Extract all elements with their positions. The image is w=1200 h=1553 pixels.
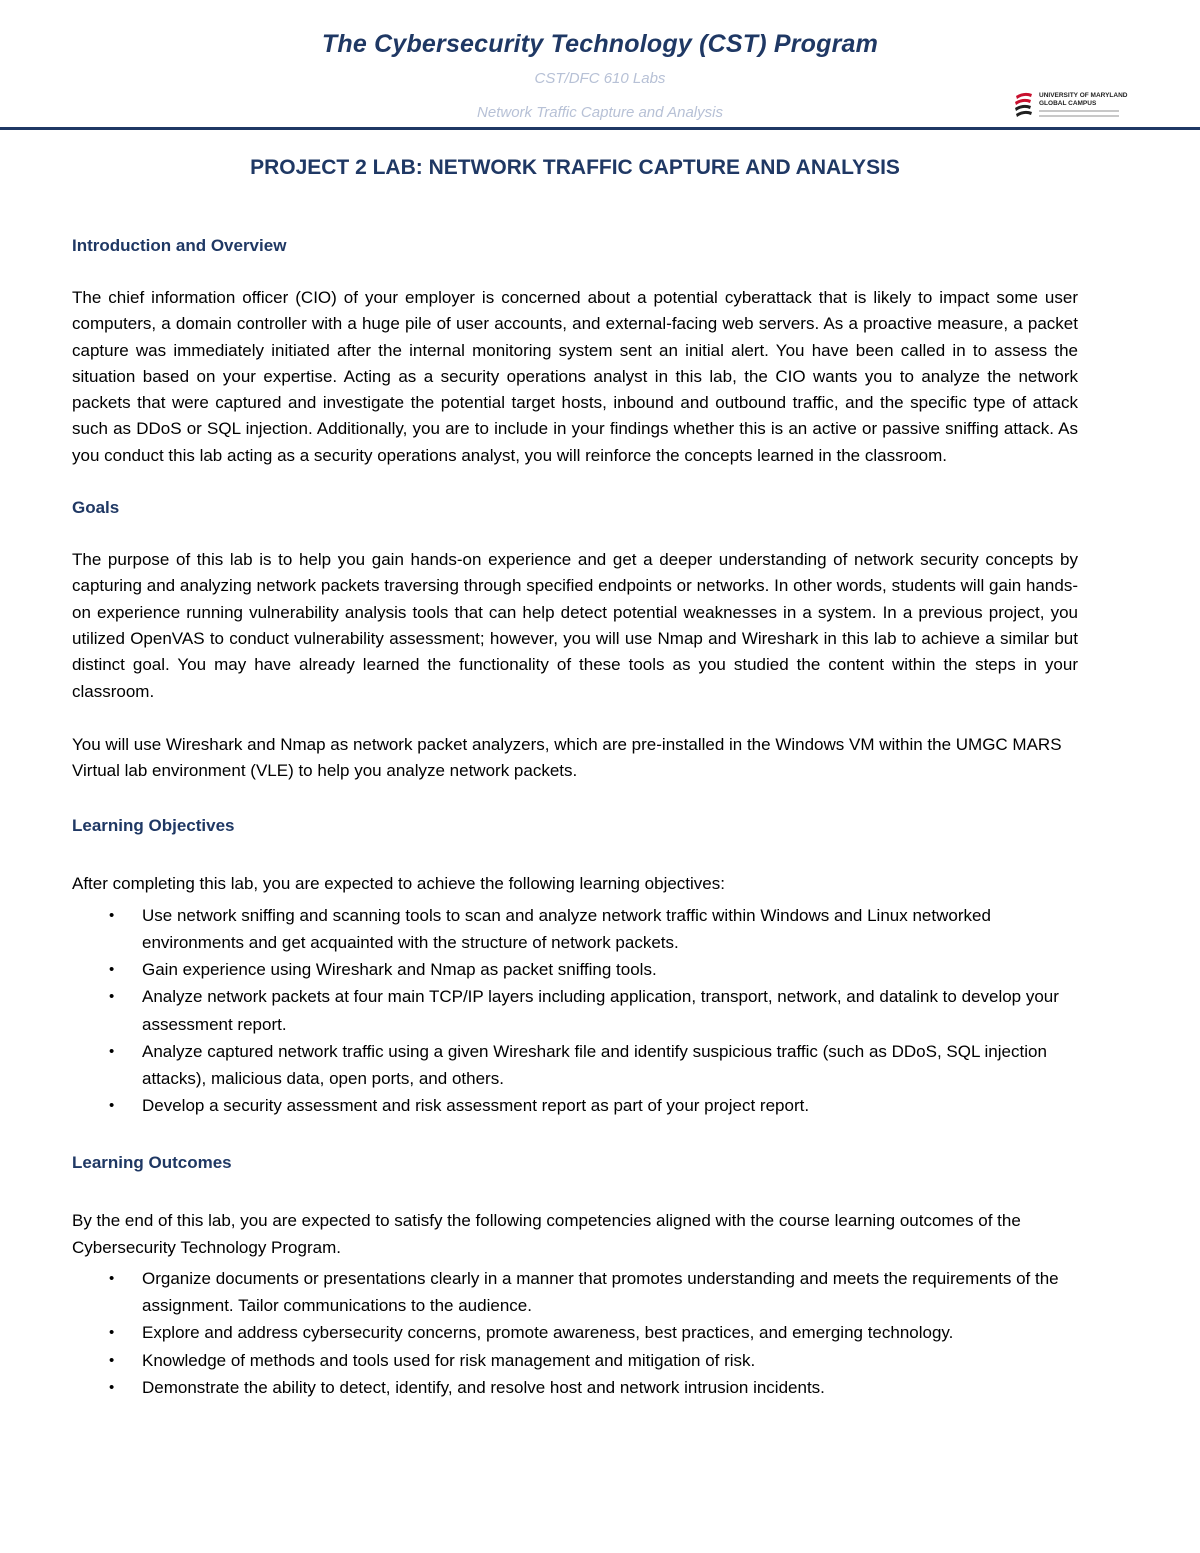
list-item: • Organize documents or presentations clearly in a manner that promotes understanding and meets the requirements of the assignment. Tailor communications to the audience.	[142, 1265, 1078, 1319]
logo-fine-print	[1039, 110, 1119, 120]
lab-name-label: Network Traffic Capture and Analysis	[477, 104, 723, 121]
program-title: The Cybersecurity Technology (CST) Program	[321, 30, 879, 58]
outcomes-intro: By the end of this lab, you are expected to satisfy the following competencies aligned with the course learning outcomes of the Cybersecurity Technology Program.	[72, 1211, 1021, 1257]
list-item: • Develop a security assessment and risk assessment report as part of your project report.	[142, 1092, 1078, 1119]
logo-line-2: GLOBAL CAMPUS	[1039, 100, 1097, 107]
list-item: • Gain experience using Wireshark and Nmap as packet sniffing tools.	[142, 956, 1078, 983]
list-item: • Analyze network packets at four main TCP/IP layers including application, transport, network, and datalink to develop your assessment report.	[142, 983, 1078, 1037]
header-divider	[0, 127, 1200, 130]
bullet-icon: •	[109, 1269, 115, 1287]
list-item: • Knowledge of methods and tools used for risk management and mitigation of risk.	[142, 1347, 1078, 1374]
outcomes-heading: Learning Outcomes	[72, 1153, 232, 1173]
goals-paragraph-2: You will use Wireshark and Nmap as network packet analyzers, which are pre-installed in the Windows VM within the UMGC MARS Virtual lab environment (VLE) to help you analyze network packets.	[72, 734, 1062, 781]
page-header	[0, 0, 1200, 130]
goals-heading: Goals	[72, 498, 120, 518]
list-item: • Analyze captured network traffic using a given Wireshark file and identify suspicious traffic (such as DDoS, SQL injection attacks), malicious data, open ports, and others.	[142, 1038, 1078, 1092]
logo-wordmark	[1039, 92, 1127, 108]
page-title: PROJECT 2 LAB: NETWORK TRAFFIC CAPTURE AND ANALYSIS	[250, 156, 900, 179]
logo-line-1: UNIVERSITY OF MARYLAND	[1039, 92, 1128, 99]
course-label: CST/DFC 610 Labs	[534, 70, 666, 87]
outcomes-list	[72, 1265, 1078, 1401]
intro-paragraph: The chief information officer (CIO) of your employer is concerned about a potential cyberattack that is likely to impact some user computers, a domain controller with a huge pile of user accounts, and external-facing web servers. As a proactive measure, a packet capture was immediately initiated after the internal monitoring system sent an initial alert. You have been called in to assess the situation based on your expertise. Acting as a security operations analyst in this lab, the CIO wants you to analyze the network packets that were captured and investigate the potential target hosts, inbound and outbound traffic, and the specific type of attack such as DDoS or SQL injection. Additionally, you are to include in your findings whether this is an active or passive sniffing attack. As you conduct this lab acting as a security operations analyst, you will reinforce the concepts learned in the classroom.	[72, 288, 1078, 465]
bullet-icon: •	[109, 1324, 115, 1342]
intro-heading: Introduction and Overview	[72, 236, 287, 255]
umgc-stripes-icon	[1012, 90, 1034, 122]
goals-paragraph-1: The purpose of this lab is to help you gain hands-on experience and get a deeper understanding of network security concepts by capturing and analyzing network packets traversing through specified endpoints or networks. In other words, students will gain hands-on experience running vulnerability analysis tools that can help detect potential weaknesses in a system. In a previous project, you utilized OpenVAS to conduct vulnerability assessment; however, you will use Nmap and Wireshark in this lab to achieve a similar but distinct goal. You may have already learned the functionality of these tools as you studied the content within the steps in your classroom.	[72, 550, 1078, 701]
bullet-icon: •	[109, 1097, 115, 1115]
objectives-list	[72, 902, 1078, 1120]
document-body	[72, 148, 1078, 1401]
bullet-icon: •	[109, 906, 115, 924]
bullet-icon: •	[109, 988, 115, 1006]
umgc-logo	[1012, 90, 1142, 124]
bullet-icon: •	[109, 1378, 115, 1396]
list-item: • Use network sniffing and scanning tools to scan and analyze network traffic within Windows and Linux networked environments and get acquainted with the structure of network packets.	[142, 902, 1078, 956]
objectives-heading: Learning Objectives	[72, 816, 235, 836]
list-item: • Demonstrate the ability to detect, identify, and resolve host and network intrusion incidents.	[142, 1374, 1078, 1401]
bullet-icon: •	[109, 1351, 115, 1369]
objectives-intro: After completing this lab, you are expected to achieve the following learning objectives:	[72, 874, 725, 894]
bullet-icon: •	[109, 961, 115, 979]
bullet-icon: •	[109, 1042, 115, 1060]
list-item: • Explore and address cybersecurity concerns, promote awareness, best practices, and emerging technology.	[142, 1319, 1078, 1346]
